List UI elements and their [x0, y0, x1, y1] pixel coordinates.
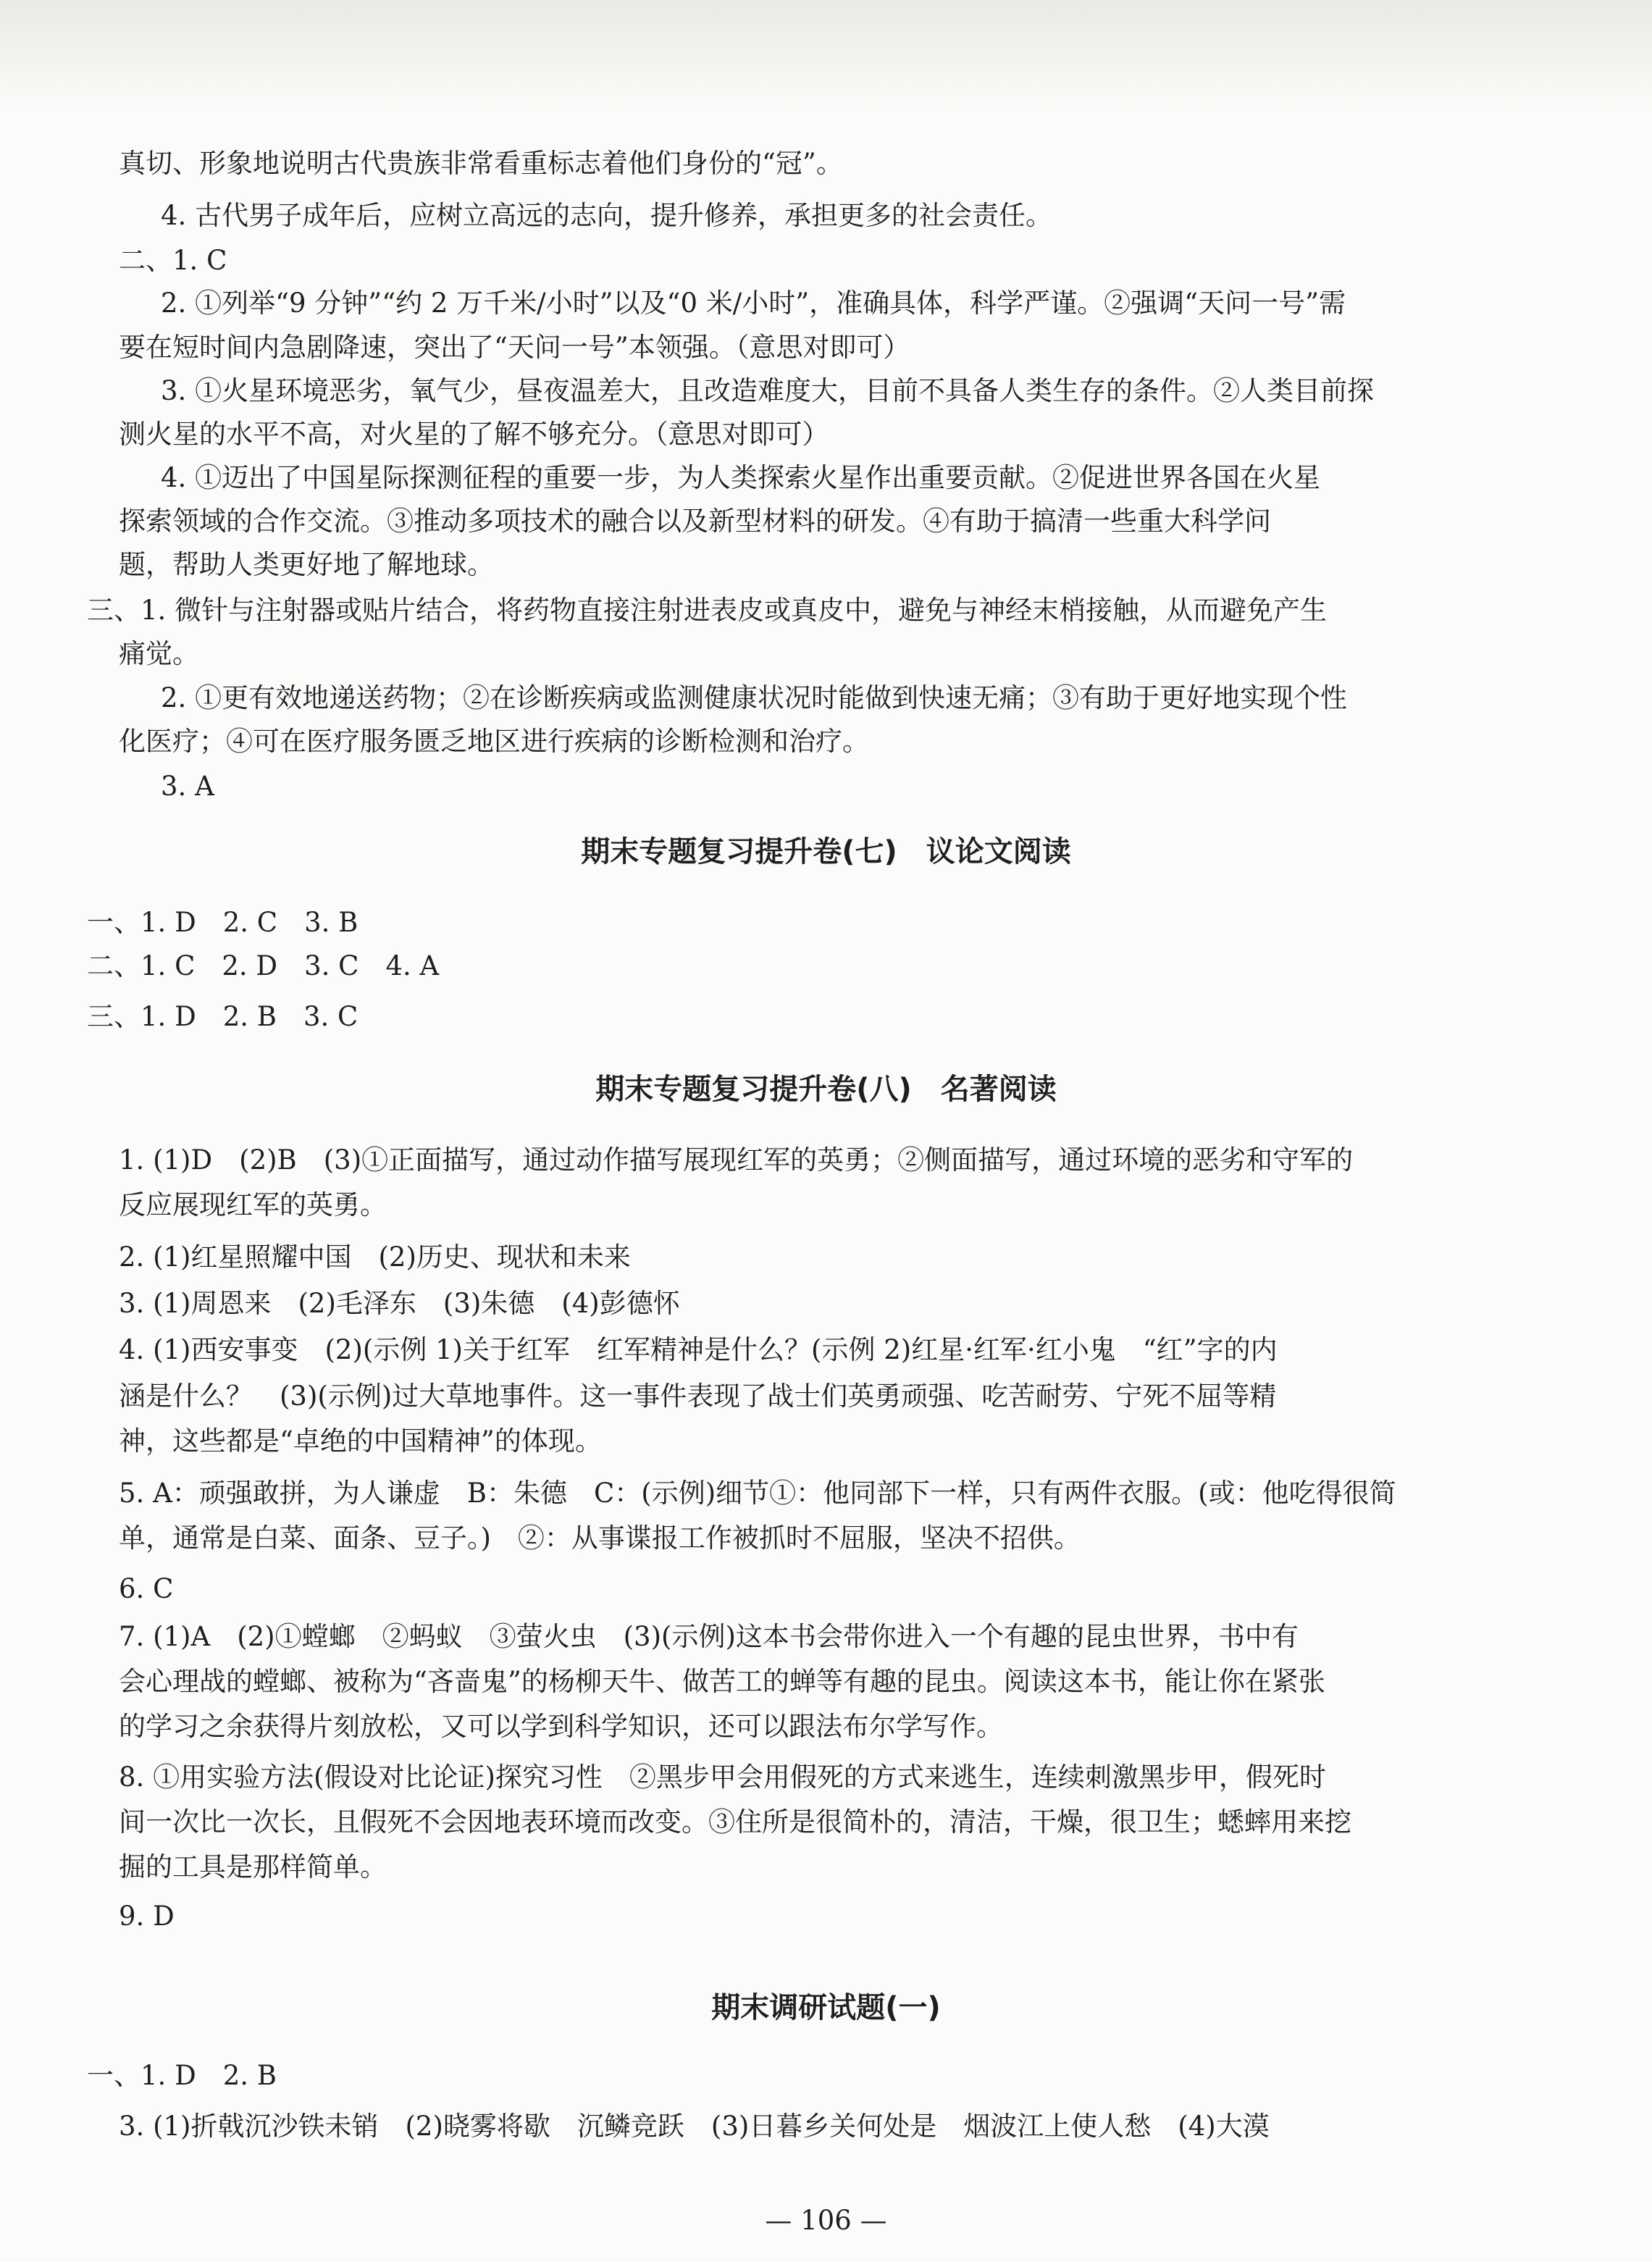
text-line: 2. ①更有效地递送药物；②在诊断疾病或监测健康状况时能做到快速无痛；③有助于更好地实现个性 [161, 682, 1348, 713]
text-line: 2. (1)红星照耀中国 (2)历史、现状和未来 [119, 1241, 631, 1273]
text-line: 7. (1)A (2)①螳螂 ②蚂蚁 ③萤火虫 (3)(示例)这本书会带你进入一个有趣的昆虫世界，书中有 [119, 1621, 1299, 1652]
text-line: 神，这些都是“卓绝的中国精神”的体现。 [119, 1425, 602, 1457]
text-line: 会心理战的螳螂、被称为“吝啬鬼”的杨柳天牛、做苦工的蝉等有趣的昆虫。阅读这本书，能让你在紧张 [119, 1666, 1325, 1697]
text-line: 4. (1)西安事变 (2)(示例 1)关于红军 红军精神是什么？(示例 2)红星·红军·红小鬼 “红”字的内 [119, 1334, 1278, 1365]
scan-shadow [0, 0, 1652, 109]
text-line: 二、1. C 2. D 3. C 4. A [87, 950, 440, 981]
text-line: 一、1. D 2. C 3. B [87, 907, 359, 938]
text-line: 单，通常是白菜、面条、豆子。) ②：从事谍报工作被抓时不屈服，坚决不招供。 [119, 1522, 1081, 1554]
text-line: 3. (1)周恩来 (2)毛泽东 (3)朱德 (4)彭德怀 [119, 1288, 680, 1319]
text-line: 探索领域的合作交流。③推动多项技术的融合以及新型材料的研发。④有助于搞清一些重大科学问 [119, 506, 1271, 537]
text-line: 3. A [161, 771, 214, 802]
text-line: 三、1. 微针与注射器或贴片结合，将药物直接注射进表皮或真皮中，避免与神经末梢接触，从而避免产生 [87, 595, 1328, 626]
text-line: 掘的工具是那样简单。 [119, 1851, 387, 1882]
section-heading: 期末专题复习提升卷(八) 名著阅读 [595, 1073, 1057, 1106]
text-line: 测火星的水平不高，对火星的了解不够充分。（意思对即可） [119, 419, 829, 450]
text-line: 3. ①火星环境恶劣，氧气少，昼夜温差大，且改造难度大，目前不具备人类生存的条件。②人类目前探 [161, 375, 1375, 406]
text-line: 9. D [119, 1901, 175, 1932]
text-line: 1. (1)D (2)B (3)①正面描写，通过动作描写展现红军的英勇；②侧面描写，通过环境的恶劣和守军的 [119, 1144, 1354, 1176]
text-line: 8. ①用实验方法(假设对比论证)探究习性 ②黑步甲会用假死的方式来逃生，连续刺激黑步甲，假死时 [119, 1762, 1326, 1793]
page-number: — 106 — [765, 2205, 887, 2236]
text-line: 3. (1)折戟沉沙铁未销 (2)晓雾将歇 沉鳞竞跃 (3)日暮乡关何处是 烟波江上使人愁 (4)大漠 [119, 2111, 1270, 2142]
text-line: 题，帮助人类更好地了解地球。 [119, 549, 494, 580]
text-line: 三、1. D 2. B 3. C [87, 1001, 359, 1032]
section-heading: 期末专题复习提升卷(七) 议论文阅读 [581, 835, 1071, 868]
text-line: 痛觉。 [119, 638, 199, 669]
text-line: 2. ①列举“9 分钟”“约 2 万千米/小时”以及“0 米/小时”，准确具体，科学严谨。②强调“天问一号”需 [161, 288, 1346, 319]
text-line: 化医疗；④可在医疗服务匮乏地区进行疾病的诊断检测和治疗。 [119, 726, 869, 757]
text-line: 4. 古代男子成年后，应树立高远的志向，提升修养，承担更多的社会责任。 [161, 200, 1053, 231]
text-line: 要在短时间内急剧降速，突出了“天问一号”本领强。（意思对即可） [119, 332, 910, 363]
text-line: 真切、形象地说明古代贵族非常看重标志着他们身份的“冠”。 [119, 148, 843, 179]
text-line: 5. A：顽强敢拼，为人谦虚 B：朱德 C：(示例)细节①：他同部下一样，只有两件衣服。(或：他吃得很简 [119, 1478, 1396, 1509]
text-line: 间一次比一次长，且假死不会因地表环境而改变。③住所是很简朴的，清洁，干燥，很卫生；蟋蟀用来挖 [119, 1806, 1351, 1838]
text-line: 6. C [119, 1573, 174, 1604]
text-line: 一、1. D 2. B [87, 2060, 277, 2091]
text-line: 涵是什么？ (3)(示例)过大草地事件。这一事件表现了战士们英勇顽强、吃苦耐劳、宁死不屈等精 [119, 1381, 1277, 1412]
text-line: 二、1. C [119, 245, 227, 276]
section-heading: 期末调研试题(一) [711, 1991, 941, 2024]
text-line: 的学习之余获得片刻放松，又可以学到科学知识，还可以跟法布尔学写作。 [119, 1711, 1003, 1742]
text-line: 4. ①迈出了中国星际探测征程的重要一步，为人类探索火星作出重要贡献。②促进世界各国在火星 [161, 462, 1321, 493]
text-line: 反应展现红军的英勇。 [119, 1189, 387, 1220]
